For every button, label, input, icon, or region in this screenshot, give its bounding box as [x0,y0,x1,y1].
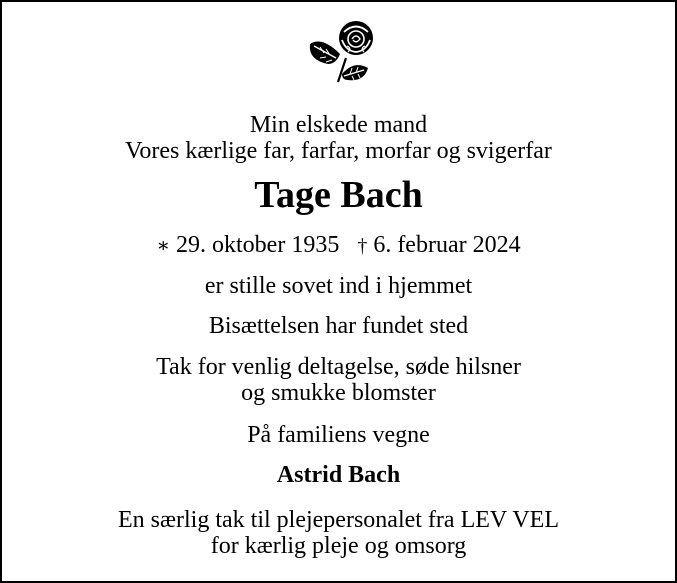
deceased-name: Tage Bach [254,174,423,216]
death-date: 6. februar 2024 [373,232,521,258]
funeral-text: Bisættelsen har fundet sted [208,313,469,339]
rose-icon [302,18,376,84]
intro-line-1: Min elskede mand [249,112,428,138]
intro-line-2: Vores kærlige far, farfar, morfar og svigerfar [125,138,552,164]
on-behalf-text: På familiens vegne [247,422,430,448]
life-dates [2,232,675,259]
passing-text: er stille sovet ind i hjemmet [204,273,473,299]
signer-name: Astrid Bach [276,462,401,488]
thanks-line-2: og smukke blomster [241,380,436,406]
birth-symbol: ∗ [156,235,170,257]
thanks-line-1: Tak for venlig deltagelse, søde hilsner [156,354,521,380]
special-thanks-line-2: for kærlig pleje og omsorg [210,533,467,559]
special-thanks-line-1: En særlig tak til plejepersonalet fra LEV VEL [118,507,559,533]
death-symbol: † [357,235,368,257]
birth-date: 29. oktober 1935 [176,232,340,258]
